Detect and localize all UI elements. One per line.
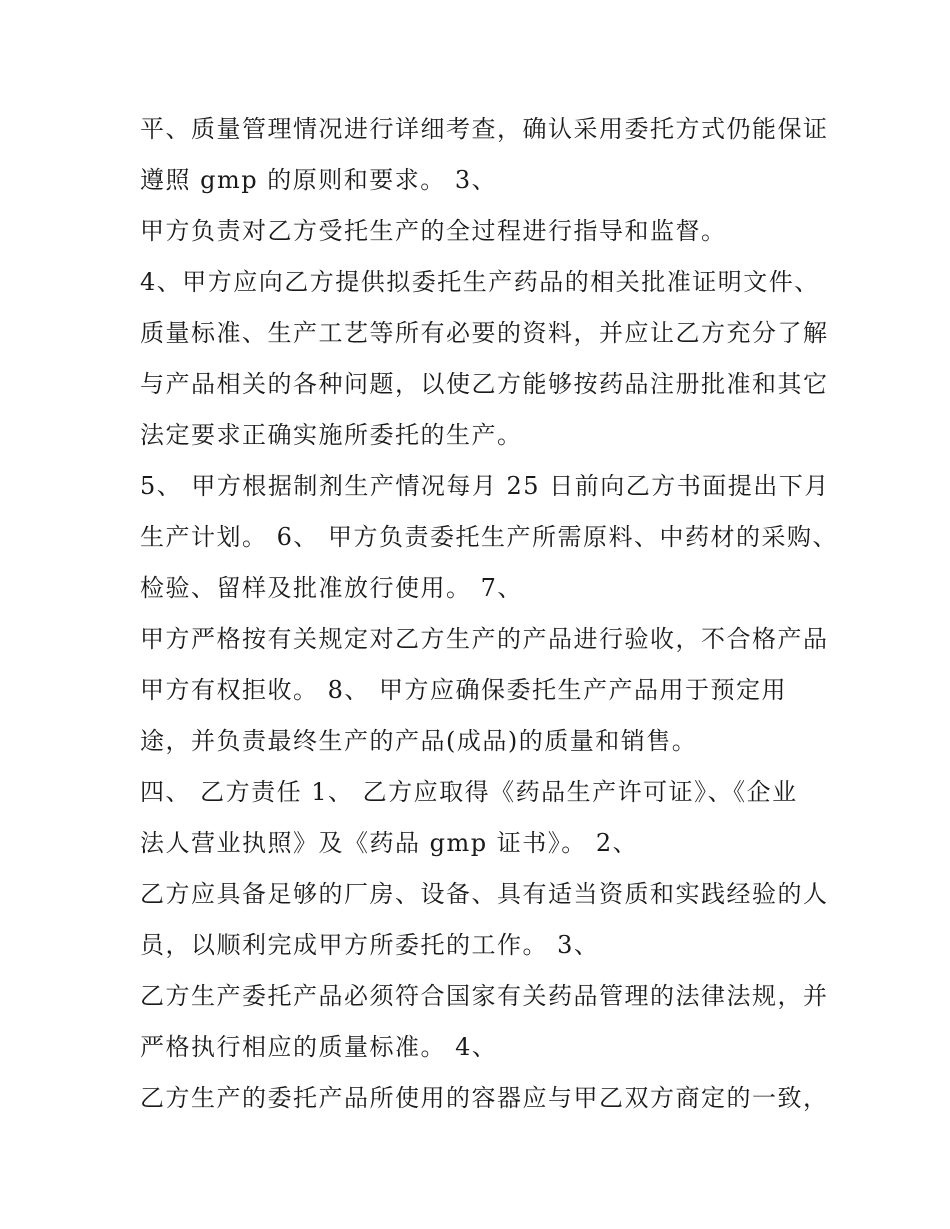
text-line: 四、 乙方责任 1、 乙方应取得《药品生产许可证》、《企业 (140, 778, 798, 806)
contract-text (140, 104, 839, 1124)
text-line: 生产计划。 6、 甲方负责委托生产所需原料、中药材的采购、 (140, 523, 839, 551)
text-line: 5、 甲方根据制剂生产情况每月 25 日前向乙方书面提出下月 (140, 472, 830, 500)
text-line: 员，以顺利完成甲方所委托的工作。 3、 (140, 931, 600, 959)
text-line: 甲方有权拒收。 8、 甲方应确保委托生产产品用于预定用 (140, 676, 788, 704)
text-line: 甲方严格按有关规定对乙方生产的产品进行验收，不合格产品 (140, 625, 829, 653)
text-line: 检验、留样及批准放行使用。 7、 (140, 574, 523, 602)
text-line: 质量标准、生产工艺等所有必要的资料，并应让乙方充分了解 (140, 319, 829, 347)
text-line: 乙方应具备足够的厂房、设备、具有适当资质和实践经验的人 (140, 880, 829, 908)
text-line: 途，并负责最终生产的产品(成品)的质量和销售。 (140, 727, 698, 755)
text-line: 甲方负责对乙方受托生产的全过程进行指导和监督。 (140, 217, 727, 245)
text-line: 法定要求正确实施所委托的生产。 (140, 421, 523, 449)
text-line: 平、质量管理情况进行详细考查，确认采用委托方式仍能保证 (140, 115, 829, 143)
text-line: 乙方生产委托产品必须符合国家有关药品管理的法律法规，并 (140, 982, 829, 1010)
text-line: 4、甲方应向乙方提供拟委托生产药品的相关批准证明文件、 (140, 268, 820, 296)
text-line: 遵照 gmp 的原则和要求。 3、 (140, 166, 498, 194)
text-line: 严格执行相应的质量标准。 4、 (140, 1033, 498, 1061)
text-line: 乙方生产的委托产品所使用的容器应与甲乙双方商定的一致， (140, 1084, 829, 1112)
text-line: 法人营业执照》及《药品 gmp 证书》。 2、 (140, 829, 639, 857)
text-line: 与产品相关的各种问题，以使乙方能够按药品注册批准和其它 (140, 370, 829, 398)
